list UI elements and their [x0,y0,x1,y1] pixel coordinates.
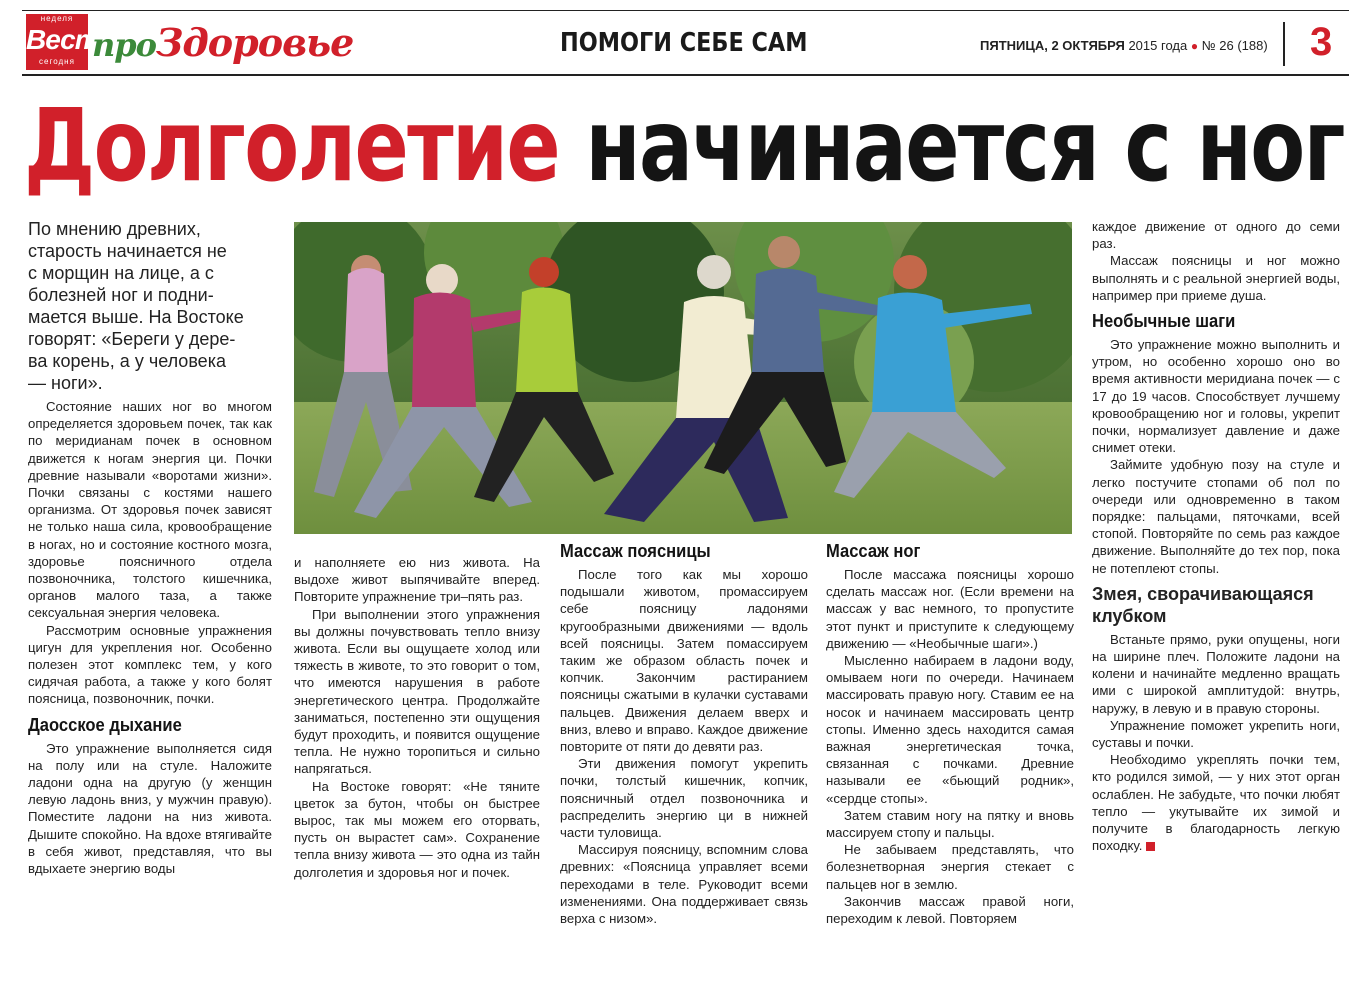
col1-paragraph: Рассмотрим основные упражнения цигун для укрепления ног. Особенно полезен этот комплекс тем, у кого сидячая работа, а также у кого болят поясница, позвоночник, почки. [28,622,272,707]
rubric-title: ПОМОГИ СЕБЕ САМ [560,28,808,58]
col5-paragraph: Встаньте прямо, руки опущены, ноги на ширине плеч. Положите ладони на колени и начинайте медленно вращать ими с широкой амплитудой: внутрь, наружу, в левую и в правую стороны. [1092,631,1340,716]
col3-paragraph: Массируя поясницу, вспомним слова древних: «Поясница управляет всеми переходами в теле. Руководит всеми изменениями. Она поддерживает связь верха с низом». [560,842,808,927]
col4-paragraph: После массажа поясницы хорошо сделать массаж ног. (Если времени на массаж у вас немного, то пропустите этот пункт и приступите к следующему движению — «Необычные шаги».) [826,567,1074,651]
newspaper-logo[interactable] [26,14,115,70]
page-number: 3 [1310,20,1333,64]
article-column-3 [560,540,808,927]
headline-part-red: Долголетие [24,87,560,204]
qigong-group-photo-illustration [294,222,1072,534]
col5-paragraph: Массаж поясницы и ног можно выполнять и с реальной энергией воды, например при приеме душа. [1092,253,1340,303]
col4-paragraph: Затем ставим ногу на пятку и вновь массируем стопу и пальцы. [826,807,1074,841]
col2-paragraph: При выполнении этого упражнения вы должны почувствовать тепло внизу живота. Если вы ощущаете холод или тяжесть в животе, то это говорит о том, что имеются нарушения в работе энергетического центра. Продолжайте заниматься, постепенно эти ощущения будут проходить, и появится ощущение тепла. Не нужно торопиться и сильно напрягаться. [294,606,540,777]
col4-paragraph: Закончив массаж правой ноги, переходим к левой. Повторяем [826,893,1074,927]
section-heading-daoist-breathing: Даосское дыхание [28,714,182,735]
article-photo [294,222,1072,534]
col2-paragraph: На Востоке говорят: «Не тяните цветок за бутон, чтобы он быстрее вырос, так мы можем его оторвать, пусть он вырастет сам». Сохранение тепла внизу живота — это одна из тайн долголетия и здоровья ног и почек. [294,778,540,880]
dateline [980,38,1268,53]
section-heading-unusual-steps: Необычные шаги [1092,311,1236,332]
article-column-2 [294,554,540,881]
article-lead: По мнению древних, старость начинается не с морщин на лице, а с болезней ног и подни- мается выше. На Востоке говорят: «Береги у дере- ва корень, а у человека — ноги». [28,219,244,393]
col1-paragraph: Состояние наших ног во многом определяется здоровьем почек, так как по меридианам почек в основном движется к ногам энергия ци. Почки древние называли «воротами жизни». Почки связаны с костями нашего организма. От здоровья почек зависят не только наша сила, кровообращение в ногах, но и состояние костного мозга, здоровье поясничного отдела позвоночника, толстого кишечника, органов малого таза, а также сексуальная энергия человека. [28,399,272,621]
logo-bottom-text: сегодня [39,57,75,66]
col4-paragraph: Не забываем представлять, что болезнетворная энергия стекает с пальцев ног в землю. [826,842,1074,892]
col5-paragraph: Это упражнение можно выполнить и утром, но особенно хорошо оно во время активности меридиана почек — с 17 до 19 часов. Способствует лучшему кровообращению ног и головы, укрепит почки, нормализует давление и даже снимет отеки. [1092,337,1340,456]
section-heading-lower-back-massage: Массаж поясницы [560,541,711,561]
dot-separator-icon: ● [1190,39,1199,53]
section-heading-foot-massage: Массаж ног [826,541,921,561]
col5-paragraph-final [1092,751,1340,854]
headline-part-black: начинается с ног [585,87,1344,204]
section-logo-prefix: про [92,26,156,64]
section-logo [92,20,353,65]
article-column-1 [28,398,272,877]
header-top-rule [22,10,1349,11]
article-headline [24,84,1344,208]
col5-paragraph: каждое движение от одного до семи раз. [1092,219,1340,252]
section-logo-name: Здоровье [155,20,354,65]
logo-main-text: Вести [26,24,115,55]
article-column-5 [1092,218,1340,855]
issue-year: 2015 года [1128,38,1188,53]
col5-paragraph: Займите удобную позу на стуле и легко постучите стопами об пол по очереди или одновременно в таком порядке: пальцами, пяточками, всей стопой. Повторяйте по семь раз каждое движение. Выполняйте до тех пор, пока не потеплеют стопы. [1092,457,1340,576]
article-column-4 [826,540,1074,927]
header-bottom-rule [22,74,1349,76]
logo-top-text: неделя [40,14,74,23]
issue-number: № 26 (188) [1201,38,1268,53]
col3-paragraph: Эти движения помогут укрепить почки, толстый кишечник, копчик, поясничный отдел позвоночника и распределить энергию ци в нижней части туловища. [560,756,808,841]
end-of-article-mark-icon [1146,842,1155,851]
header-divider [1283,22,1285,66]
col5-final-text: Необходимо укреплять почки тем, кто родился зимой, — у них этот орган ослаблен. Не забудьте, что почки любят тепло — укутывайте их зимой и получите в благодарность легкую походку. [1092,752,1340,854]
col3-paragraph: После того как мы хорошо подышали животом, промассируем себе поясницу ладонями кругообразными движениями — вдоль всей поясницы. Затем помассируем таким же образом область почек и копчик. Закончим растиранием поясницы сжатыми в кулачки суставами пальцев. Движения делаем вверх и вниз, влево и вправо. Каждое движение повторите от пяти до девяти раз. [560,567,808,755]
col5-paragraph: Упражнение поможет укрепить ноги, суставы и почки. [1092,717,1340,751]
col2-paragraph: и наполняете ею низ живота. На выдохе живот выпячивайте вперед. Повторите упражнение три–пять раз. [294,555,540,605]
col4-paragraph: Мысленно набираем в ладони воду, омываем ноги по очереди. Начинаем массировать правую ногу. Ставим ее на носок и начинаем массировать центр стопы. Именно здесь находится самая важная энергетическая точка, связанная с почками. Древние называли ее «бьющий родник», «сердце стопы». [826,653,1074,806]
col1-paragraph: Это упражнение выполняется сидя на полу или на стуле. Наложите ладони одна на другую (у женщин левую ладонь вниз, у мужчин правую). Поместите ладони на низ живота. Дышите спокойно. На вдохе втягивайте в себя живот, представляя, что вы вдыхаете энергию воды [28,740,272,877]
section-heading-coiling-snake: Змея, сворачивающаяся клубком [1092,583,1314,626]
issue-date: ПЯТНИЦА, 2 ОКТЯБРЯ [980,38,1125,53]
